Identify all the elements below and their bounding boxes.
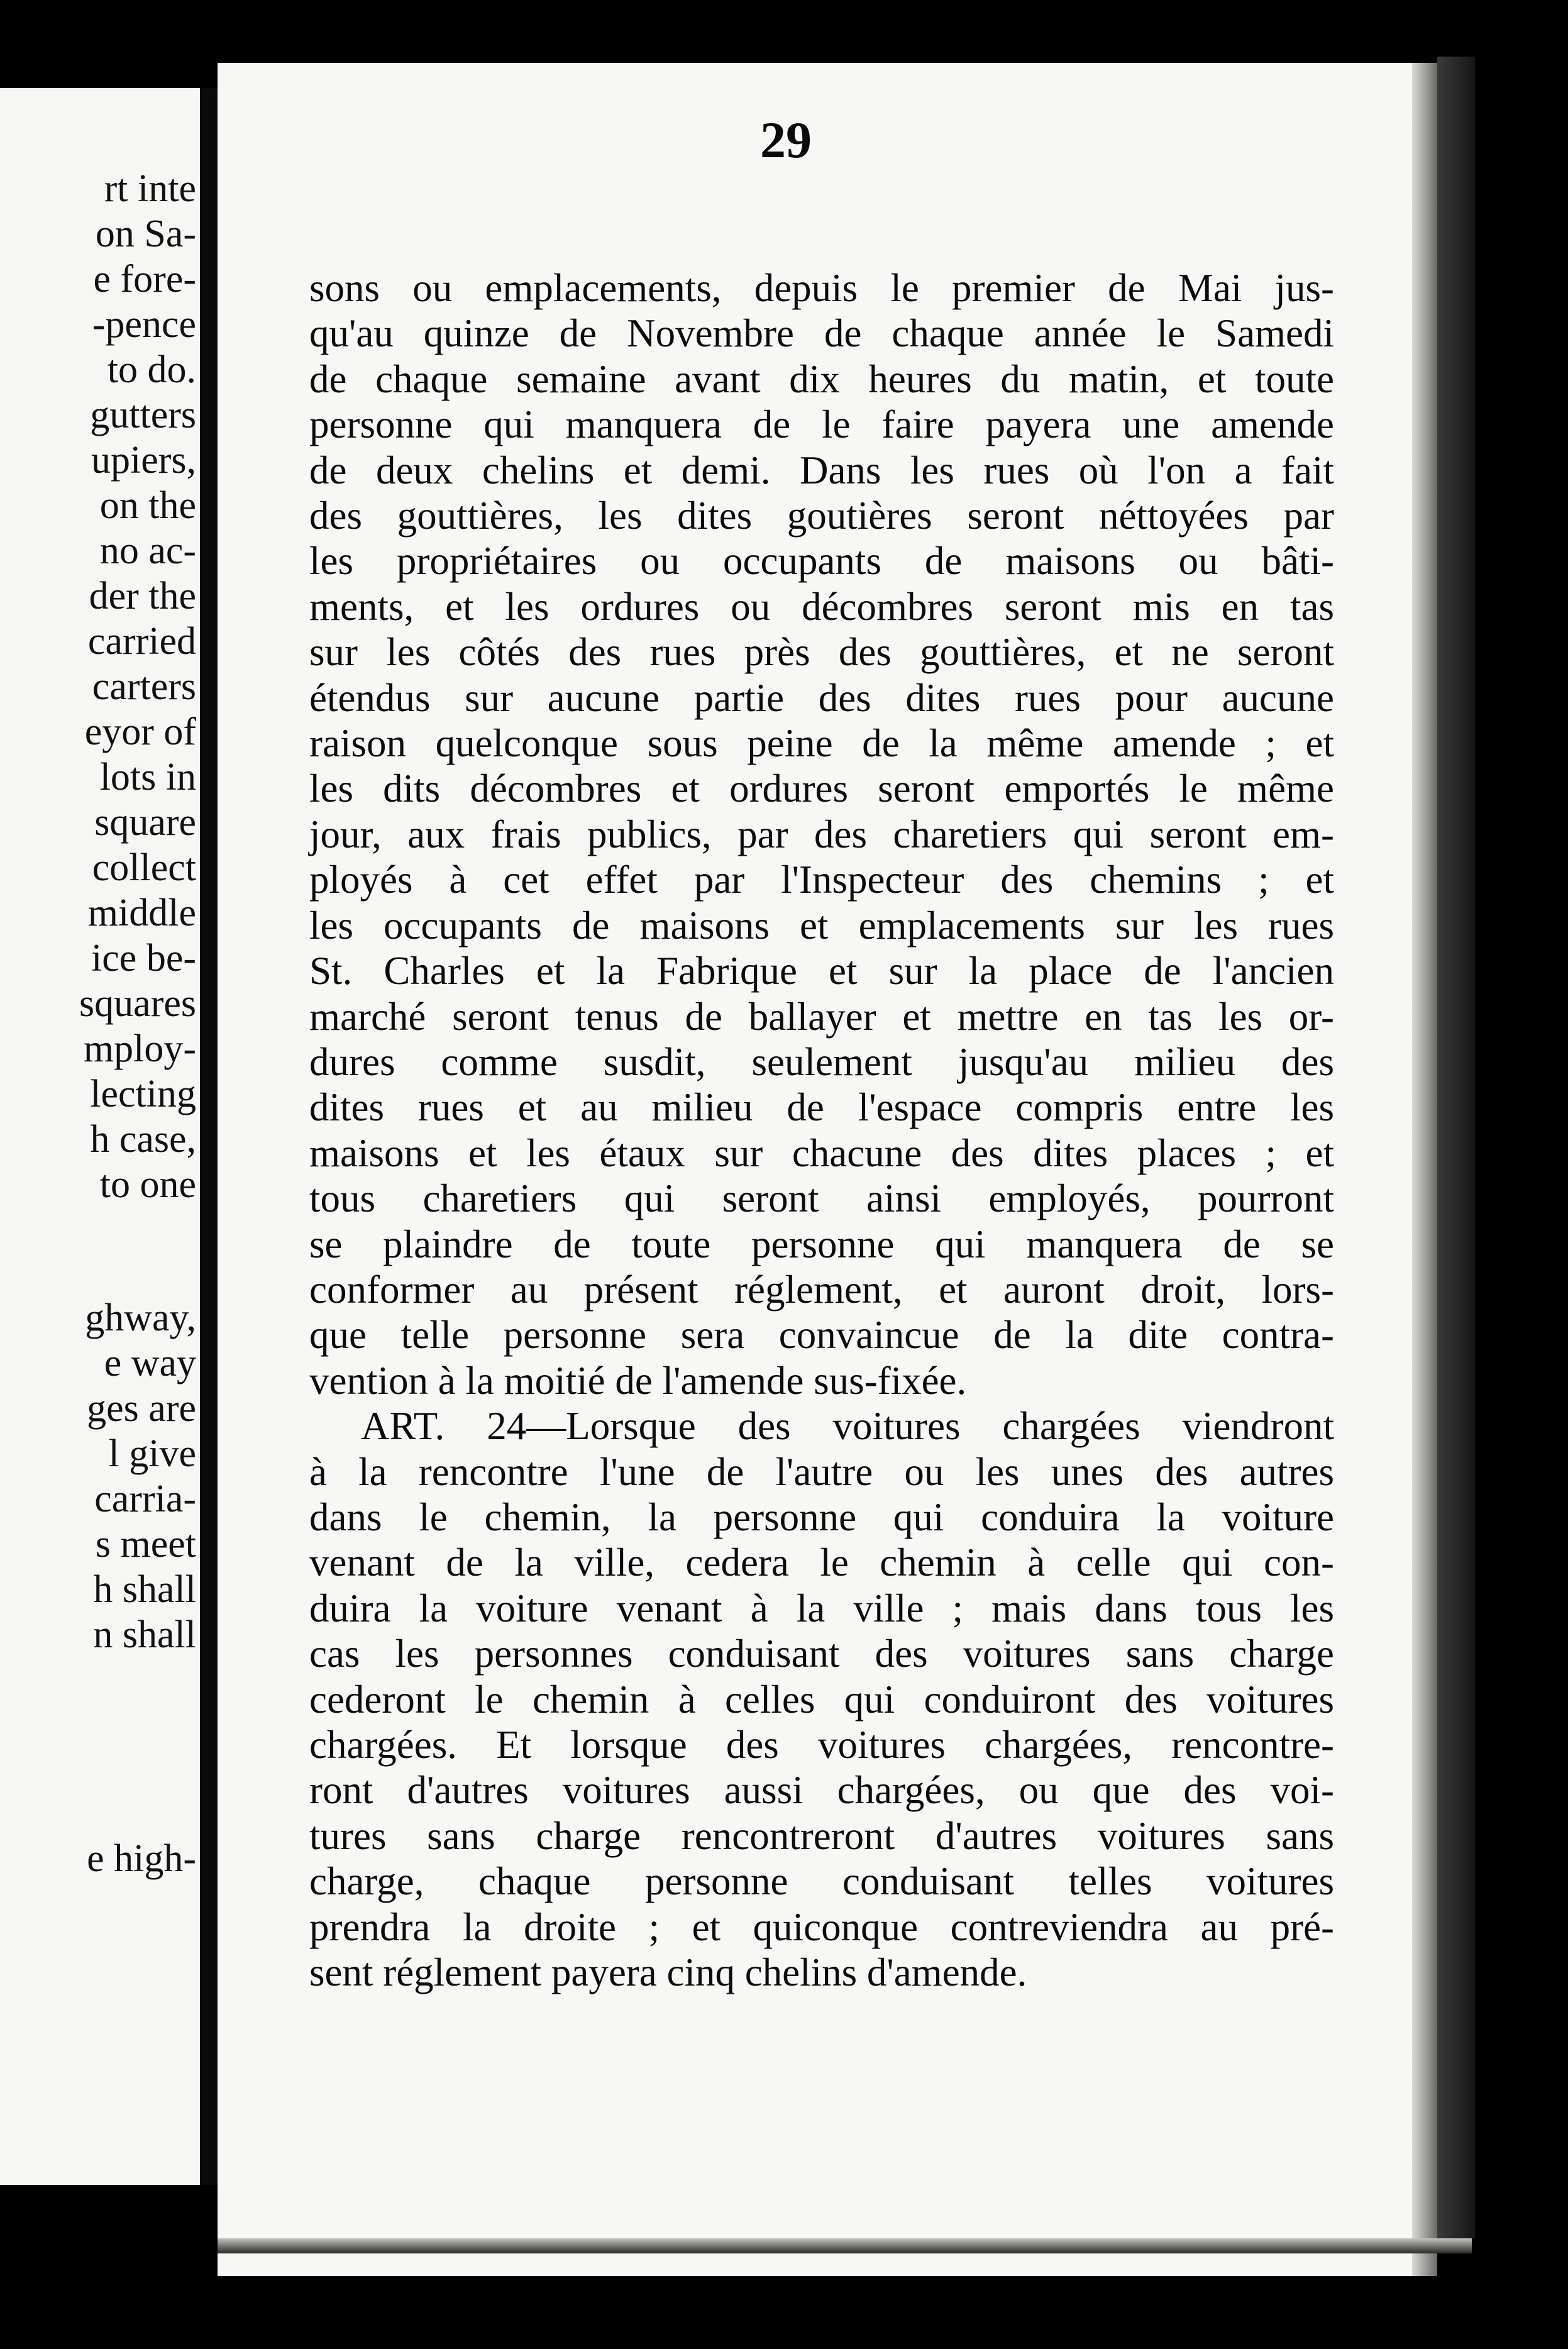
body-line: marché seront tenus de ballayer et mettre en tas les or- xyxy=(309,994,1334,1039)
left-page-line: ice be- xyxy=(91,937,196,980)
left-page-line: collect xyxy=(92,846,196,889)
body-line: les dits décombres et ordures seront emportés le même xyxy=(309,766,1334,811)
body-line: vention à la moitié de l'amende sus-fixée. xyxy=(309,1358,967,1403)
left-page-line: upiers, xyxy=(91,439,196,482)
left-page-line: ghway, xyxy=(85,1296,196,1339)
left-page-line: no ac- xyxy=(99,529,196,572)
left-page-line: eyor of xyxy=(84,710,196,753)
left-page-line: to do. xyxy=(107,348,196,391)
body-line: sur les côtés des rues près des gouttières, et ne seront xyxy=(309,630,1334,675)
body-line: prendra la droite ; et quiconque contreviendra au pré- xyxy=(309,1904,1334,1949)
left-page-line: mploy- xyxy=(83,1027,196,1070)
body-line: ART. 24—Lorsque des voitures chargées viendront xyxy=(361,1404,1334,1449)
left-page-line: on Sa- xyxy=(95,213,196,255)
left-page-line: s meet xyxy=(95,1523,196,1566)
left-page-line: on the xyxy=(99,484,196,527)
body-line: cederont le chemin à celles qui conduiront des voitures xyxy=(309,1677,1334,1722)
body-line: les propriétaires ou occupants de maisons ou bâti- xyxy=(309,539,1334,583)
body-line: duira la voiture venant à la ville ; mais dans tous les xyxy=(309,1586,1334,1630)
left-page-line: lecting xyxy=(90,1073,196,1115)
body-line: personne qui manquera de le faire payera une amende xyxy=(309,402,1334,447)
body-line: les occupants de maisons et emplacements sur les rues xyxy=(309,903,1334,948)
body-line: ployés à cet effet par l'Inspecteur des chemins ; et xyxy=(309,858,1334,902)
body-line: ront d'autres voitures aussi chargées, ou que des voi- xyxy=(309,1768,1334,1813)
left-page-line: h shall xyxy=(93,1568,196,1611)
left-page-line: to one xyxy=(99,1163,196,1206)
body-line: sent réglement payera cinq chelins d'amende. xyxy=(309,1950,1027,1995)
body-line: St. Charles et la Fabrique et sur la place de l'ancien xyxy=(309,949,1334,993)
body-line: cas les personnes conduisant des voitures sans charge xyxy=(309,1632,1334,1676)
book-gutter xyxy=(200,88,218,2185)
left-page-line: lots in xyxy=(99,756,196,799)
left-page-line: carters xyxy=(92,665,196,708)
left-page-line: ges are xyxy=(87,1387,196,1430)
left-page-line: der the xyxy=(89,575,196,617)
book-spine-edge xyxy=(1437,57,1475,2238)
body-line: chargées. Et lorsque des voitures chargées, rencontre- xyxy=(309,1723,1334,1767)
body-line: de deux chelins et demi. Dans les rues où l'on a fait xyxy=(309,448,1334,492)
body-line: des gouttières, les dites goutières seront néttoyées par xyxy=(309,494,1334,538)
body-line: venant de la ville, cedera le chemin à celle qui con- xyxy=(309,1540,1334,1585)
body-line: dites rues et au milieu de l'espace compris entre les xyxy=(309,1085,1334,1130)
body-line: conformer au présent réglement, et auront droit, lors- xyxy=(309,1267,1334,1312)
left-page-line: -pence xyxy=(92,303,196,346)
body-line: jour, aux frais publics, par des charetiers qui seront em- xyxy=(309,812,1334,856)
body-line: se plaindre de toute personne qui manquera de se xyxy=(309,1222,1334,1266)
body-line: maisons et les étaux sur chacune des dites places ; et xyxy=(309,1130,1334,1175)
left-page-line: h case, xyxy=(90,1118,196,1161)
page-number: 29 xyxy=(760,111,812,169)
page-bottom-edge xyxy=(218,2238,1472,2253)
body-line: que telle personne sera convaincue de la dite contra- xyxy=(309,1313,1334,1357)
left-page-line: e fore- xyxy=(93,258,196,301)
body-line: de chaque semaine avant dix heures du matin, et toute xyxy=(309,356,1334,401)
left-page-line: e high- xyxy=(87,1837,196,1880)
left-page-line: rt inte xyxy=(104,167,196,210)
left-page-line: carria- xyxy=(94,1478,196,1520)
body-line: ments, et les ordures ou décombres seront mis en tas xyxy=(309,584,1334,629)
left-page-line: squares xyxy=(79,982,196,1025)
left-page-line: l give xyxy=(108,1432,196,1475)
left-page-line: e way xyxy=(104,1342,196,1385)
left-page-line: middle xyxy=(87,892,196,934)
body-line: qu'au quinze de Novembre de chaque année le Samedi xyxy=(309,311,1334,356)
body-line: charge, chaque personne conduisant telles voitures xyxy=(309,1859,1334,1904)
left-page-line: carried xyxy=(87,620,196,663)
body-line: tous charetiers qui seront ainsi employés, pourront xyxy=(309,1176,1334,1221)
body-line: tures sans charge rencontreront d'autres voitures sans xyxy=(309,1813,1334,1858)
left-page-line: gutters xyxy=(90,394,196,436)
body-line: à la rencontre l'une de l'autre ou les unes des autres xyxy=(309,1449,1334,1494)
left-page-line: n shall xyxy=(93,1613,196,1656)
body-line: raison quelconque sous peine de la même amende ; et xyxy=(309,721,1334,766)
body-line: étendus sur aucune partie des dites rues pour aucune xyxy=(309,675,1334,720)
page-edge-shadow xyxy=(1412,63,1437,2276)
body-line: dures comme susdit, seulement jusqu'au milieu des xyxy=(309,1039,1334,1084)
left-page-line: square xyxy=(94,801,196,844)
body-line: dans le chemin, la personne qui conduira la voiture xyxy=(309,1495,1334,1539)
page-body-text xyxy=(309,265,1334,1995)
left-page-fragment xyxy=(0,88,200,2185)
body-line: sons ou emplacements, depuis le premier de Mai jus- xyxy=(309,266,1334,310)
